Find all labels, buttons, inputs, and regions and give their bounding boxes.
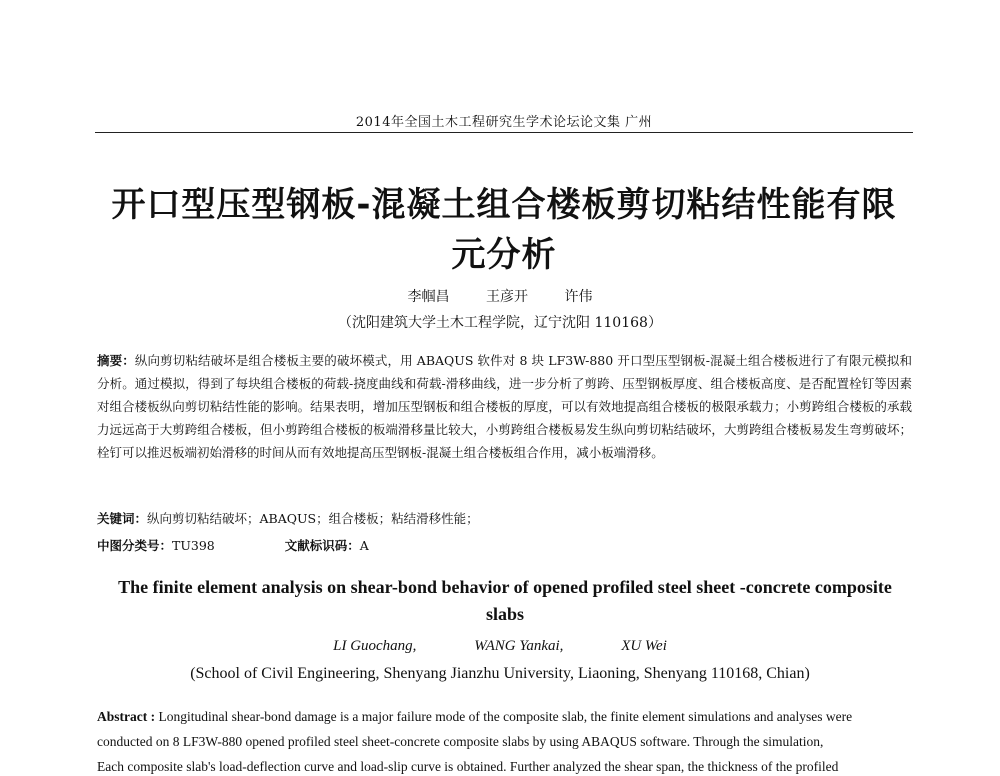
doc-code-value: A bbox=[359, 538, 369, 553]
doc-code-label: 文献标识码： bbox=[284, 538, 360, 553]
cls-value: TU398 bbox=[172, 538, 215, 553]
affiliation-cn: （沈阳建筑大学土木工程学院，辽宁沈阳 110168） bbox=[338, 315, 662, 331]
author-en: XU Wei bbox=[621, 638, 667, 654]
author-cn: 许伟 bbox=[564, 289, 593, 305]
abstract-en-line-1 bbox=[97, 704, 912, 729]
abstract-cn-label: 摘要： bbox=[97, 353, 135, 368]
abstract-en-label: Abstract : bbox=[97, 709, 156, 724]
abstract-cn-text: 纵向剪切粘结破坏是组合楼板主要的破坏模式，用 ABAQUS 软件对 8 块 LF3W-880 开口型压型钢板-混凝土组合楼板进行了有限元模拟和分析。通过模拟，得到了每块组合楼板的荷载-挠度曲线和荷载-滑移曲线，进一步分析了剪跨、压型钢板厚度、组合楼板高度、是否配置栓钉等因素对组合楼板纵向剪切粘结性能的影响。结果表明，增加压型钢板和组合楼板的厚度，可以有效地提高组合楼板的极限承载力；小剪跨组合楼板的承载力远远高于大剪跨组合楼板，但小剪跨组合楼板的板端滑移量比较大，小剪跨组合楼板易发生纵向剪切粘结破坏，大剪跨组合楼板易发生弯剪破坏；栓钉可以推迟板端初始滑移的时间从而有效地提高压型钢板-混凝土组合楼板组合作用，减小板端滑移。 bbox=[97, 353, 912, 460]
keywords-cn-text: 纵向剪切粘结破坏；ABAQUS；组合楼板；粘结滑移性能； bbox=[147, 511, 479, 526]
author-cn: 李帼昌 bbox=[407, 289, 450, 305]
affiliation-en: (School of Civil Engineering, Shenyang Jianzhu University, Liaoning, Shenyang 110168, Chian) bbox=[190, 665, 810, 682]
paper-title-cn bbox=[80, 180, 928, 280]
classification-line bbox=[97, 536, 912, 554]
author-en: WANG Yankai, bbox=[474, 638, 564, 654]
paper-title-en: The finite element analysis on shear-bond behavior of opened profiled steel sheet -concrete composite slabs bbox=[118, 577, 892, 624]
running-header: 2014年全国土木工程研究生学术论坛论文集 广州 bbox=[355, 115, 653, 130]
abstract-en bbox=[97, 704, 912, 776]
abstract-cn bbox=[97, 349, 912, 464]
author-cn: 王彦开 bbox=[486, 289, 528, 305]
title-cn-line-2: 元分析 bbox=[451, 235, 557, 275]
keywords-cn-label: 关键词： bbox=[97, 511, 148, 526]
title-cn-line-1: 开口型压型钢板-混凝土组合楼板剪切粘结性能有限 bbox=[111, 185, 897, 225]
keywords-cn bbox=[97, 509, 912, 527]
authors-cn bbox=[0, 286, 1000, 306]
header-rule bbox=[95, 132, 913, 133]
cls-label: 中图分类号： bbox=[97, 538, 173, 553]
abstract-en-line-3: Each composite slab's load-deflection curve and load-slip curve is obtained. Further analyzed the shear span, the thickness of the profiled bbox=[97, 759, 839, 774]
authors-en bbox=[0, 638, 1000, 655]
abstract-en-text-1: Longitudinal shear-bond damage is a major failure mode of the composite slab, the finite element simulations and analyses were bbox=[155, 709, 853, 724]
abstract-en-line-2: conducted on 8 LF3W-880 opened profiled steel sheet-concrete composite slabs by using ABAQUS software. Through the simulation, bbox=[97, 734, 824, 749]
author-en: LI Guochang, bbox=[333, 638, 417, 654]
